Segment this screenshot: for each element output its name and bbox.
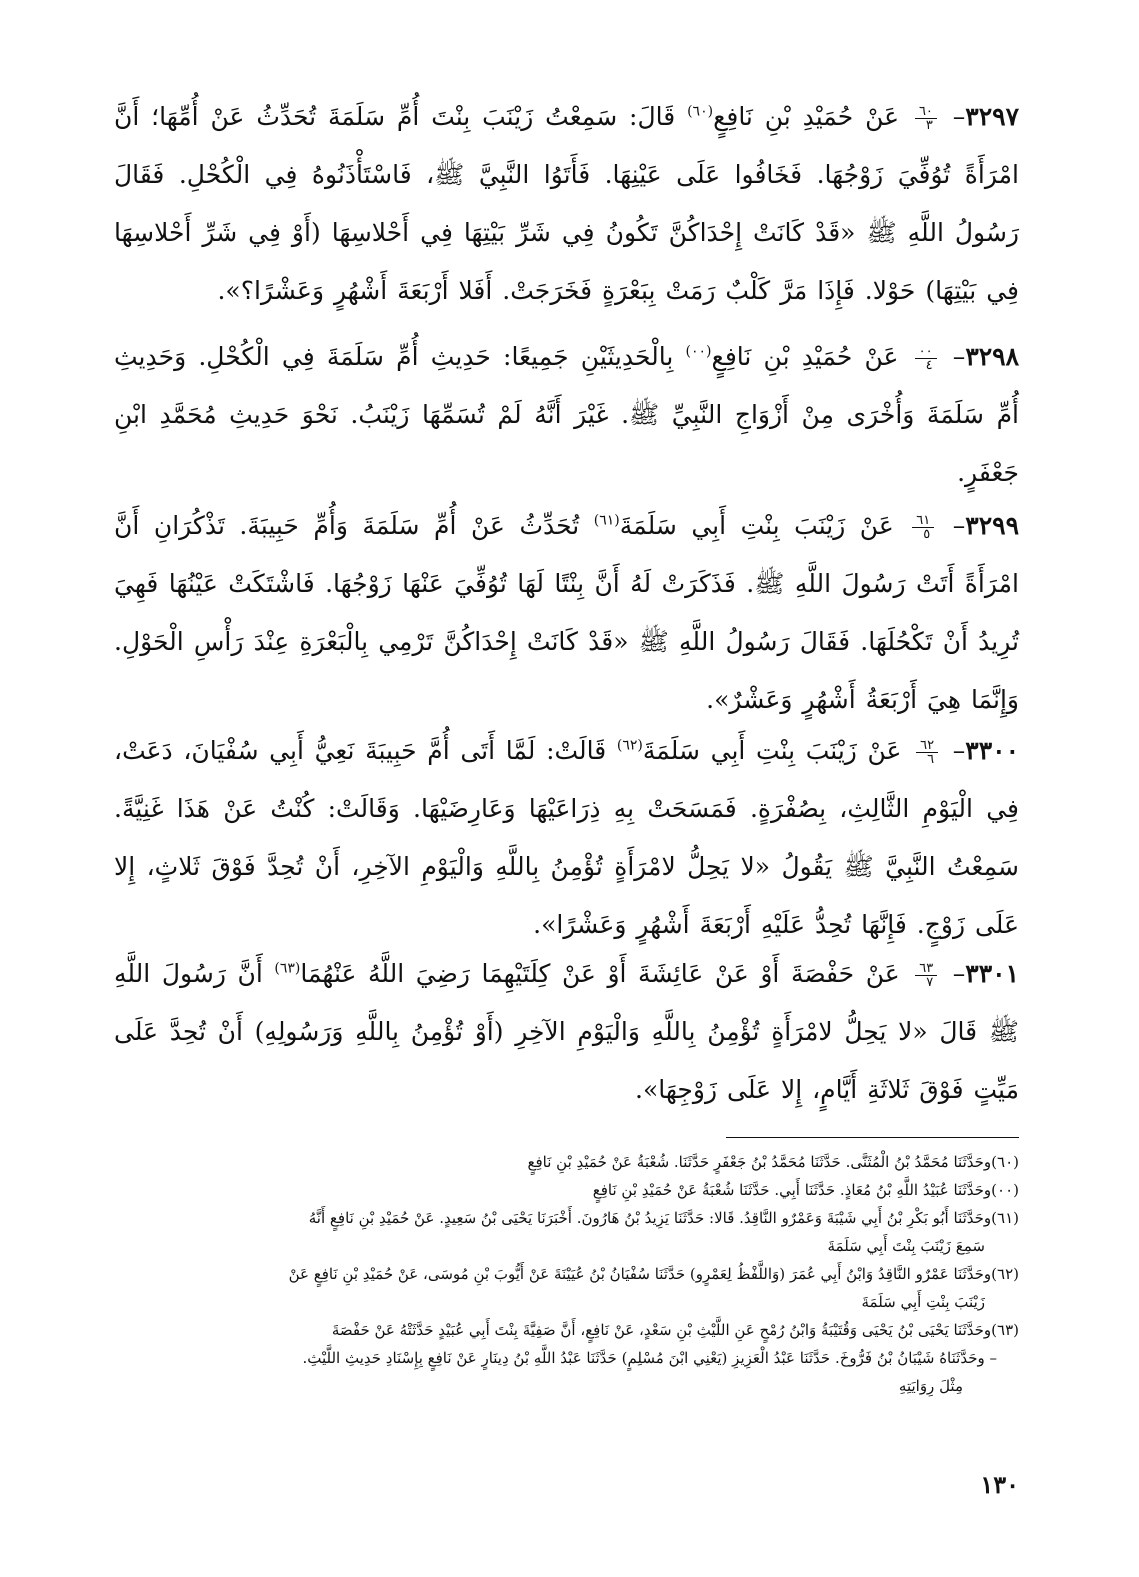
hadith-3301: ٣٣٠١– $\frac{٦٣}{٧}$ عَنْ حَفْصَةَ أَوْ عَنْ عَائِشَةَ أَوْ عَنْ كِلَتَيْهِمَا رَضِيَ اللَّهُ عَنْهُمَا$^{(٦٣)}$ أَنَّ رَسُولَ اللَّهِ ﷺ قَالَ «لا يَحِلُّ لامْرَأَةٍ تُؤْمِنُ بِاللَّهِ وَالْيَوْمِ الآخِرِ (أَوْ تُؤْمِنُ بِاللَّهِ وَرَسُولِهِ) أَنْ تُحِدَّ عَلَى مَيِّتٍ فَوْقَ ثَلاثَةِ أَيَّامٍ، إِلا عَلَى زَوْجِهَا». — [114, 959, 1019, 1104]
page-number: ١٣٠ — [980, 1470, 1019, 1499]
hadith-chain: عَنْ حُمَيْدِ بْنِ نَافِعٍ — [711, 342, 899, 371]
footnote-label: (٠٠) — [991, 1181, 1019, 1199]
footnote-text: وحَدَّثَنَاهُ شَيْبَانُ بْنُ فَرُّوخَ. حَدَّثَنَا عَبْدُ الْعَزِيزِ (يَعْنِي ابْنَ مُسْلِمٍ) حَدَّثَنَا عَبْدُ اللَّهِ بْنُ دِينَارٍ عَنْ نَافِعٍ بِإِسْنَادِ حَدِيثِ اللَّيْثِ. — [302, 1349, 985, 1367]
hadith-3298: ٣٢٩٨– $\frac{٠٠}{٤}$ عَنْ حُمَيْدِ بْنِ نَافِعٍ$^{(٠٠)}$ بِالْحَدِيثَيْنِ جَمِيعًا: حَدِيثِ أُمِّ سَلَمَةَ فِي الْكُحْلِ. وَحَدِيثِ أُمِّ سَلَمَةَ وَأُخْرَى مِنْ أَزْوَاجِ النَّبِيِّ ﷺ. غَيْرَ أَنَّهُ لَمْ تُسَمِّهَا زَيْنَبُ. نَحْوَ حَدِيثِ مُحَمَّدِ ابْنِ جَعْفَرٍ. — [114, 342, 1020, 487]
footnote-continuation: سَمِعَ زَيْنَبَ بِنْتَ أَبِي سَلَمَةَ — [827, 1237, 985, 1255]
hadith-chain: عَنْ حُمَيْدِ بْنِ نَافِعٍ — [713, 102, 900, 131]
footnote-63-variant — [114, 1344, 1019, 1400]
hadith-number: ٣٢٩٩ — [965, 511, 1020, 540]
hadith-sub-number: $\frac{٦٠}{٣}$ — [915, 105, 937, 132]
hadith-text: أَنَّ رَسُولَ اللَّهِ ﷺ قَالَ «لا يَحِلُّ لامْرَأَةٍ تُؤْمِنُ بِاللَّهِ وَالْيَوْمِ الآخِرِ (أَوْ تُؤْمِنُ بِاللَّهِ وَرَسُولِهِ) أَنْ تُحِدَّ عَلَى مَيِّتٍ فَوْقَ ثَلاثَةِ أَيَّامٍ، إِلا عَلَى زَوْجِهَا». — [114, 959, 1019, 1104]
hadith-text: بِالْحَدِيثَيْنِ جَمِيعًا: حَدِيثِ أُمِّ سَلَمَةَ فِي الْكُحْلِ. وَحَدِيثِ أُمِّ سَلَمَةَ وَأُخْرَى مِنْ أَزْوَاجِ النَّبِيِّ ﷺ. غَيْرَ أَنَّهُ لَمْ تُسَمِّهَا زَيْنَبُ. نَحْوَ حَدِيثِ مُحَمَّدِ ابْنِ جَعْفَرٍ. — [114, 342, 1019, 487]
hadith-number: ٣٢٩٧ — [965, 102, 1020, 131]
footnote-label: – — [989, 1349, 997, 1367]
hadith-sub-number: $\frac{٦٣}{٧}$ — [915, 962, 937, 989]
footnote-ref: (٦١) — [593, 512, 620, 529]
footnote-label: (٦٢) — [991, 1265, 1019, 1283]
hadith-sub-number: $\frac{٦١}{٥}$ — [912, 514, 934, 541]
footnotes — [114, 1148, 1019, 1400]
footnote-continuation: مِثْلَ رِوَايَتِهِ — [898, 1377, 963, 1395]
hadith-3297: ٣٢٩٧– $\frac{٦٠}{٣}$ عَنْ حُمَيْدِ بْنِ نَافِعٍ$^{(٦٠)}$ قَالَ: سَمِعْتُ زَيْنَبَ بِنْتَ أُمِّ سَلَمَةَ تُحَدِّثُ عَنْ أُمِّهَا؛ أَنَّ امْرَأَةً تُوُفِّيَ زَوْجُهَا. فَخَافُوا عَلَى عَيْنِهَا. فَأَتَوُا النَّبِيَّ ﷺ، فَاسْتَأْذَنُوهُ فِي الْكُحْلِ. فَقَالَ رَسُولُ اللَّهِ ﷺ «قَدْ كَانَتْ إِحْدَاكُنَّ تَكُونُ فِي شَرِّ بَيْتِهَا فِي أَحْلاسِهَا (أَوْ فِي شَرِّ أَحْلاسِهَا فِي بَيْتِهَا) حَوْلا. فَإِذَا مَرَّ كَلْبٌ رَمَتْ بِبَعْرَةٍ فَخَرَجَتْ. أَفَلا أَرْبَعَةَ أَشْهُرٍ وَعَشْرًا؟». — [114, 102, 1020, 305]
footnote-continuation: زَيْنَبَ بِنْتِ أَبِي سَلَمَةَ — [861, 1293, 985, 1311]
hadith-number: ٣٣٠١ — [965, 959, 1019, 988]
footnote-61 — [114, 1204, 1019, 1260]
hadith-chain: عَنْ حَفْصَةَ أَوْ عَنْ عَائِشَةَ أَوْ عَنْ كِلَتَيْهِمَا رَضِيَ اللَّهُ عَنْهُمَا — [300, 959, 900, 988]
footnote-text: وحَدَّثَنَا يَحْيَى بْنُ يَحْيَى وَقُتَيْبَةُ وَابْنُ رُمْحٍ عَنِ اللَّيْثِ بْنِ سَعْدٍ، عَنْ نَافِعٍ، أَنَّ صَفِيَّةَ بِنْتَ أَبِي عُبَيْدٍ حَدَّثَتْهُ عَنْ حَفْصَةَ — [331, 1321, 992, 1339]
footnote-ref: (٠٠) — [685, 343, 712, 360]
footnote-60 — [114, 1148, 1019, 1176]
footnote-63 — [114, 1316, 1019, 1344]
hadith-text: تُحَدِّثُ عَنْ أُمِّ سَلَمَةَ وَأُمِّ حَبِيبَةَ. تَذْكُرَانِ أَنَّ امْرَأَةً أَتَتْ رَسُولَ اللَّهِ ﷺ. فَذَكَرَتْ لَهُ أَنَّ بِنْتًا لَهَا تُوُفِّيَ عَنْهَا زَوْجُهَا. فَاشْتَكَتْ عَيْنُهَا فَهِيَ تُرِيدُ أَنْ تَكْحُلَهَا. فَقَالَ رَسُولُ اللَّهِ ﷺ «قَدْ كَانَتْ إِحْدَاكُنَّ تَرْمِي بِالْبَعْرَةِ عِنْدَ رَأْسِ الْحَوْلِ. وَإِنَّمَا هِيَ أَرْبَعَةُ أَشْهُرٍ وَعَشْرٌ». — [114, 511, 1019, 714]
hadith-chain: عَنْ زَيْنَبَ بِنْتِ أَبِي سَلَمَةَ — [642, 736, 902, 765]
footnote-00 — [114, 1176, 1019, 1204]
footnote-label: (٦١) — [991, 1209, 1019, 1227]
footnote-label: (٦٣) — [991, 1321, 1019, 1339]
footnote-ref: (٦٢) — [616, 737, 643, 754]
hadith-sub-number: $\frac{٠٠}{٤}$ — [915, 345, 937, 372]
hadith-sub-number: $\frac{٦٢}{٦}$ — [916, 739, 938, 766]
hadith-text: قَالَتْ: لَمَّا أَتَى أُمَّ حَبِيبَةَ نَعِيُّ أَبِي سُفْيَانَ، دَعَتْ، فِي الْيَوْمِ الثَّالِثِ، بِصُفْرَةٍ. فَمَسَحَتْ بِهِ ذِرَاعَيْهَا وَعَارِضَيْهَا. وَقَالَتْ: كُنْتُ عَنْ هَذَا غَنِيَّةً. سَمِعْتُ النَّبِيَّ ﷺ يَقُولُ «لا يَحِلُّ لامْرَأَةٍ تُؤْمِنُ بِاللَّهِ وَالْيَوْمِ الآخِرِ، أَنْ تُحِدَّ فَوْقَ ثَلاثٍ، إِلا عَلَى زَوْجٍ. فَإِنَّهَا تُحِدُّ عَلَيْهِ أَرْبَعَةَ أَشْهُرٍ وَعَشْرًا». — [114, 736, 1019, 939]
footnote-62 — [114, 1260, 1019, 1316]
footnote-ref: (٦٣) — [274, 960, 301, 977]
hadith-3299: ٣٢٩٩– $\frac{٦١}{٥}$ عَنْ زَيْنَبَ بِنْتِ أَبِي سَلَمَةَ$^{(٦١)}$ تُحَدِّثُ عَنْ أُمِّ سَلَمَةَ وَأُمِّ حَبِيبَةَ. تَذْكُرَانِ أَنَّ امْرَأَةً أَتَتْ رَسُولَ اللَّهِ ﷺ. فَذَكَرَتْ لَهُ أَنَّ بِنْتًا لَهَا تُوُفِّيَ عَنْهَا زَوْجُهَا. فَاشْتَكَتْ عَيْنُهَا فَهِيَ تُرِيدُ أَنْ تَكْحُلَهَا. فَقَالَ رَسُولُ اللَّهِ ﷺ «قَدْ كَانَتْ إِحْدَاكُنَّ تَرْمِي بِالْبَعْرَةِ عِنْدَ رَأْسِ الْحَوْلِ. وَإِنَّمَا هِيَ أَرْبَعَةُ أَشْهُرٍ وَعَشْرٌ». — [114, 511, 1020, 714]
footnote-text: وحَدَّثَنَا عُبَيْدُ اللَّهِ بْنُ مُعَاذٍ. حَدَّثَنَا أَبِي. حَدَّثَنَا شُعْبَةُ عَنْ حُمَيْدِ بْنِ نَافِعٍ — [592, 1181, 992, 1199]
footnote-ref: (٦٠) — [687, 103, 714, 120]
hadith-text: قَالَ: سَمِعْتُ زَيْنَبَ بِنْتَ أُمِّ سَلَمَةَ تُحَدِّثُ عَنْ أُمِّهَا؛ أَنَّ امْرَأَةً تُوُفِّيَ زَوْجُهَا. فَخَافُوا عَلَى عَيْنِهَا. فَأَتَوُا النَّبِيَّ ﷺ، فَاسْتَأْذَنُوهُ فِي الْكُحْلِ. فَقَالَ رَسُولُ اللَّهِ ﷺ «قَدْ كَانَتْ إِحْدَاكُنَّ تَكُونُ فِي شَرِّ بَيْتِهَا فِي أَحْلاسِهَا (أَوْ فِي شَرِّ أَحْلاسِهَا فِي بَيْتِهَا) حَوْلا. فَإِذَا مَرَّ كَلْبٌ رَمَتْ بِبَعْرَةٍ فَخَرَجَتْ. أَفَلا أَرْبَعَةَ أَشْهُرٍ وَعَشْرًا؟». — [114, 102, 1019, 305]
hadith-number: ٣٢٩٨ — [965, 342, 1020, 371]
footnote-divider — [726, 1137, 1019, 1138]
hadith-number: ٣٣٠٠ — [965, 736, 1020, 765]
hadith-3300: ٣٣٠٠– $\frac{٦٢}{٦}$ عَنْ زَيْنَبَ بِنْتِ أَبِي سَلَمَةَ$^{(٦٢)}$ قَالَتْ: لَمَّا أَتَى أُمَّ حَبِيبَةَ نَعِيُّ أَبِي سُفْيَانَ، دَعَتْ، فِي الْيَوْمِ الثَّالِثِ، بِصُفْرَةٍ. فَمَسَحَتْ بِهِ ذِرَاعَيْهَا وَعَارِضَيْهَا. وَقَالَتْ: كُنْتُ عَنْ هَذَا غَنِيَّةً. سَمِعْتُ النَّبِيَّ ﷺ يَقُولُ «لا يَحِلُّ لامْرَأَةٍ تُؤْمِنُ بِاللَّهِ وَالْيَوْمِ الآخِرِ، أَنْ تُحِدَّ فَوْقَ ثَلاثٍ، إِلا عَلَى زَوْجٍ. فَإِنَّهَا تُحِدُّ عَلَيْهِ أَرْبَعَةَ أَشْهُرٍ وَعَشْرًا». — [114, 736, 1020, 939]
footnote-text: وحَدَّثَنَا أَبُو بَكْرِ بْنُ أَبِي شَيْبَةَ وَعَمْرٌو النَّاقِدُ. قَالا: حَدَّثَنَا يَزِيدُ بْنُ هَارُونَ. أَخْبَرَنَا يَحْيَى بْنُ سَعِيدٍ. عَنْ حُمَيْدِ بْنِ نَافِعٍ أَنَّهُ — [308, 1209, 992, 1227]
hadith-chain: عَنْ زَيْنَبَ بِنْتِ أَبِي سَلَمَةَ — [619, 511, 894, 540]
footnote-label: (٦٠) — [991, 1153, 1019, 1171]
footnote-text: وحَدَّثَنَا عَمْرٌو النَّاقِدُ وَابْنُ أَبِي عُمَرَ (وَاللَّفْظُ لِعَمْرٍو) حَدَّثَنَا سُفْيَانُ بْنُ عُيَيْنَةَ عَنْ أَيُّوبَ بْنِ مُوسَى، عَنْ حُمَيْدِ بْنِ نَافِعٍ عَنْ — [288, 1265, 992, 1283]
footnote-text: وحَدَّثَنَا مُحَمَّدُ بْنُ الْمُثَنَّى. حَدَّثَنَا مُحَمَّدُ بْنُ جَعْفَرٍ حَدَّثَنَا. شُعْبَةُ عَنْ حُمَيْدِ بْنِ نَافِعٍ — [527, 1153, 992, 1171]
